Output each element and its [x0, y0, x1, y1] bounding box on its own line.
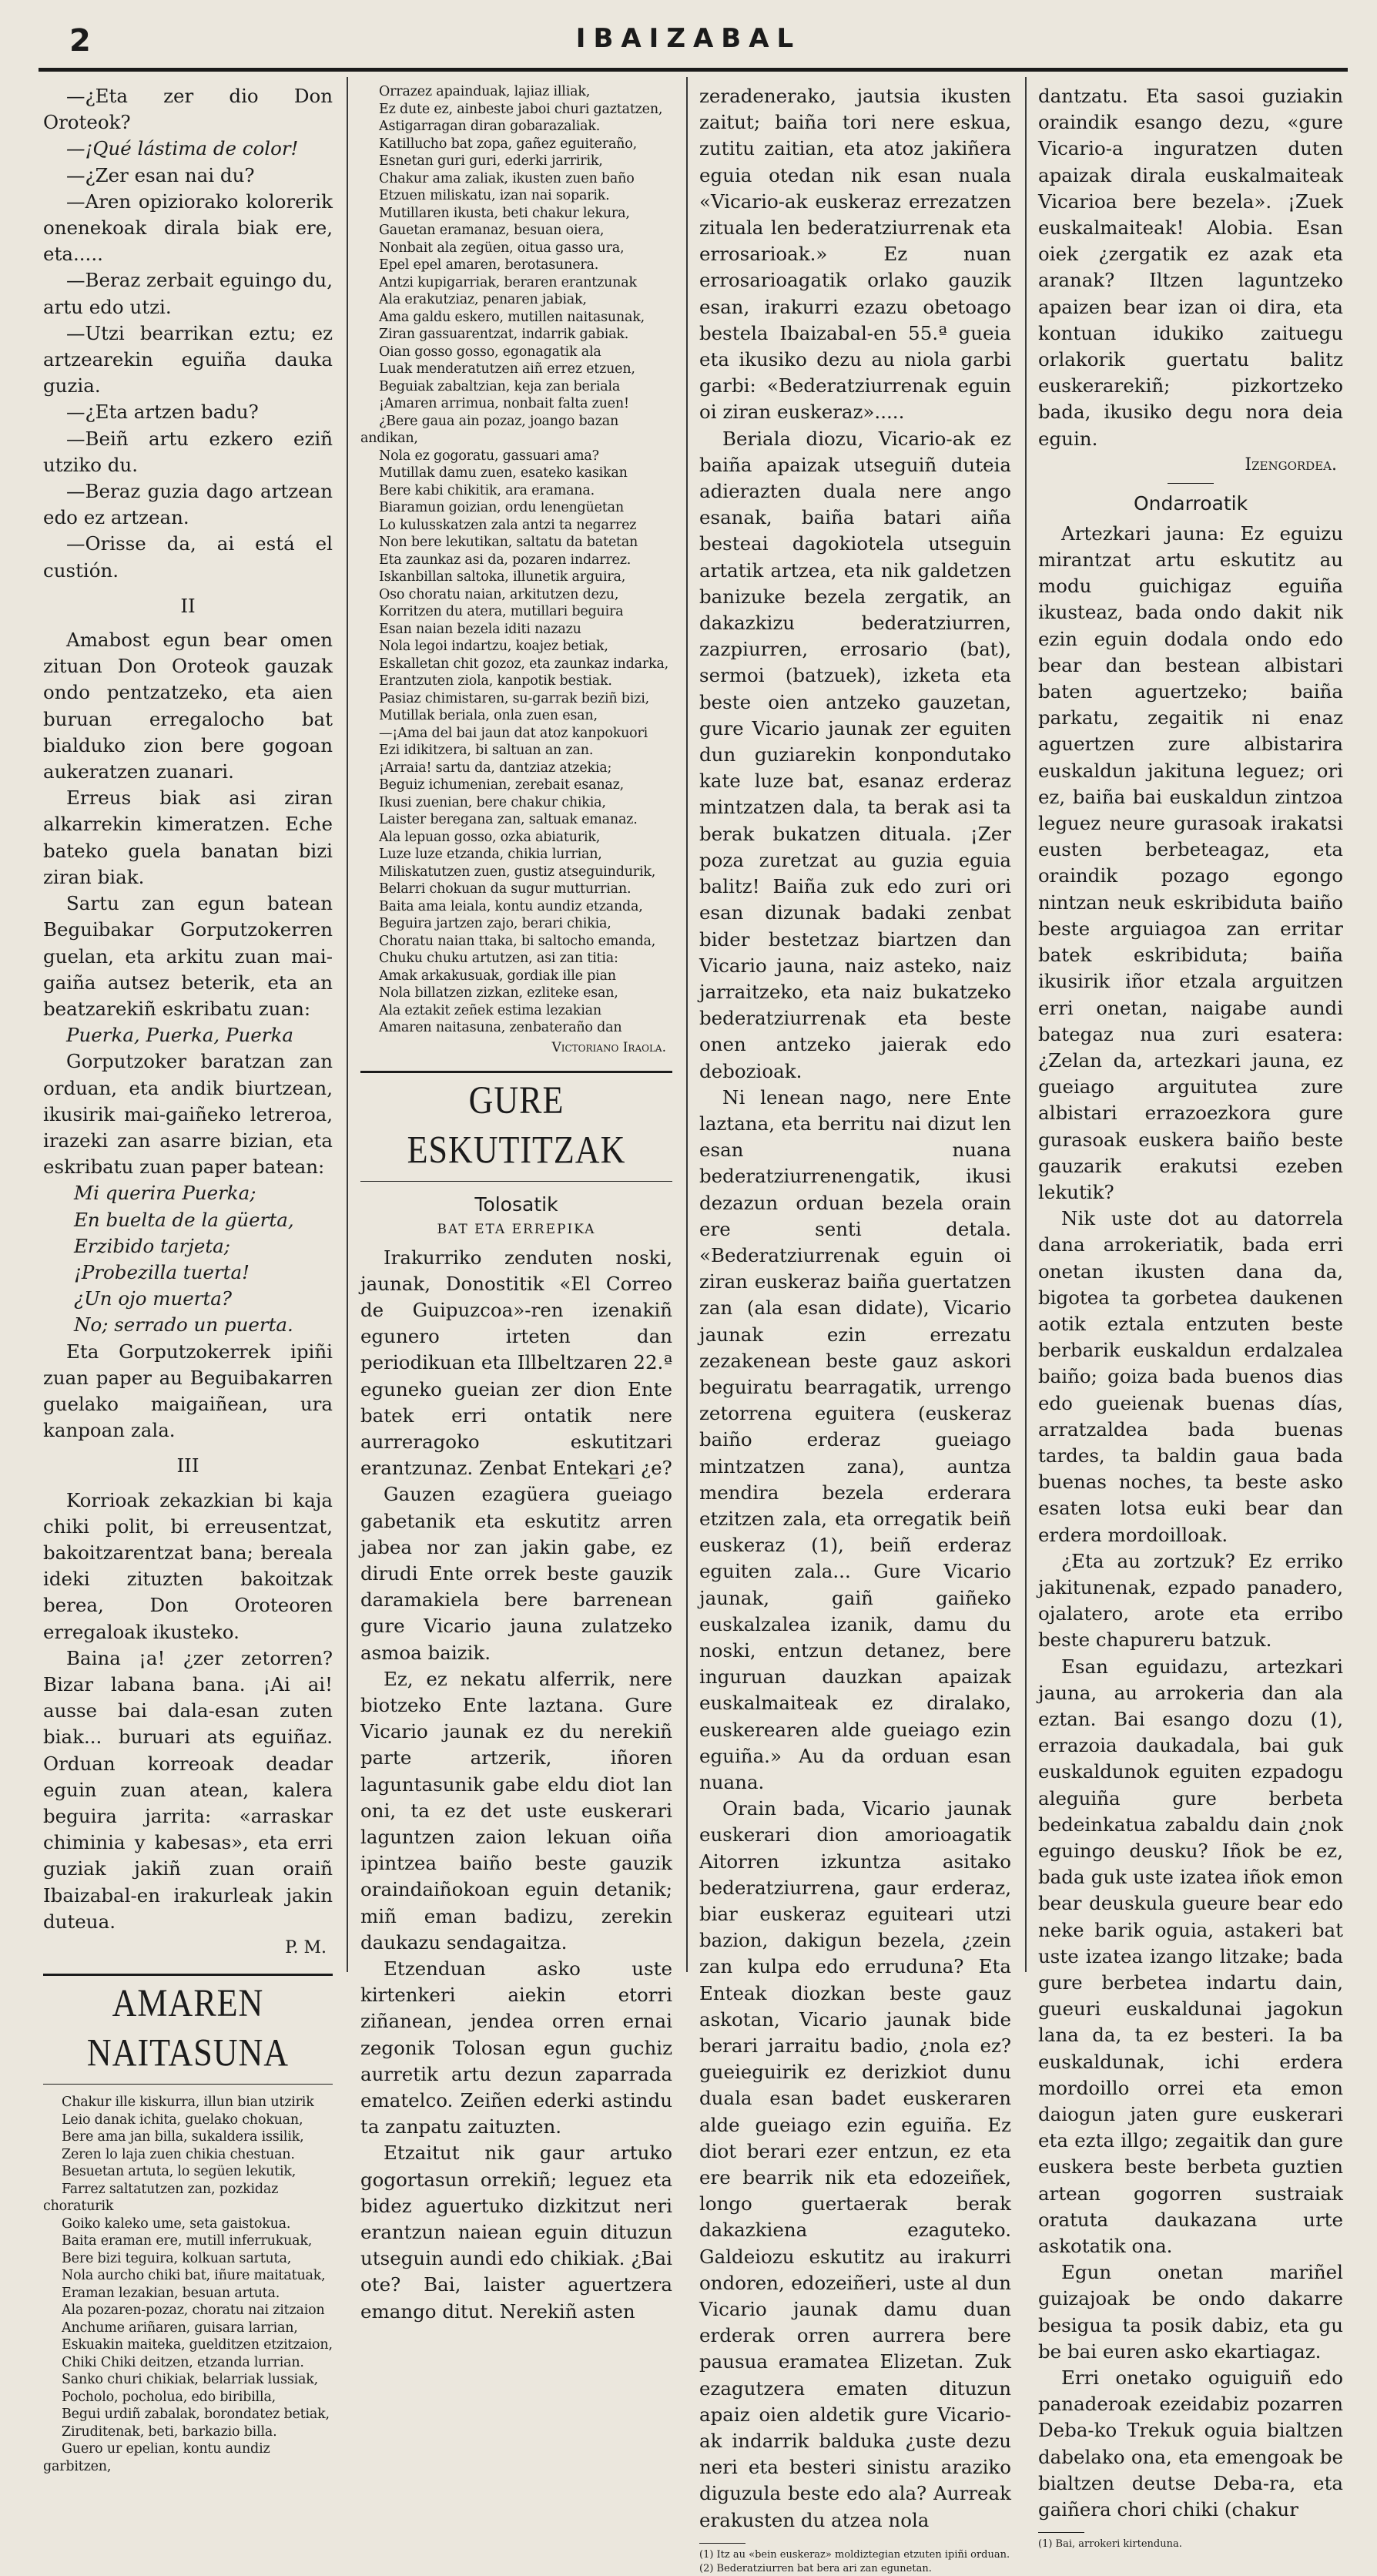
poem-line: Epel epel amaren, berotasunera. [379, 257, 599, 273]
poem-line: Beguiak zabaltzian, keja zan beriala [379, 378, 621, 394]
footnote: (1) Itz au «bein euskeraz» moldiztegian etzuten ipiñi orduan. [699, 2548, 1010, 2561]
poem-line: Non bere lekutikan, saltatu da batetan [379, 535, 638, 550]
verse-line: Erzibido tarjeta; [74, 1234, 231, 1257]
poem-line: Chuku chuku artutzen, asi zan titia: [379, 951, 618, 966]
paragraph: Erreus biak asi ziran alkarrekin kimeratzen. Eche bateko guela banatan bizi ziran biak. [43, 787, 333, 888]
poem-line: Chakur ama zaliak, ikusten zuen baño [379, 170, 635, 186]
poem-line: Esan naian bezela iditi nazazu [379, 621, 581, 637]
poem-line: Goiko kaleko ume, seta gaistokua. [62, 2215, 291, 2232]
paragraph: Nik uste dot au datorrela dana arrokeriatik, bada erri onetan ikusten dana da, bigotea ta gorbetea daukenen aotik eztala entzuten beste berbarik euskaldun erdalzalea baiño; goiza bada buenos dias edo gueienak buenas días, arratzaldea bada buenas tardes, ta baldin gaua bada buenas noches, ta beste asko esaten lotsa euki bear dan erdera mordoilloak. [1038, 1207, 1343, 1546]
column-divider [1025, 77, 1027, 1972]
poem-line: Ziruditenak, beti, barkazio billa. [62, 2423, 277, 2440]
section-rule [360, 1071, 672, 1073]
paragraph: Irakurriko zenduten noski, jaunak, Donostitik «El Correo de Guipuzcoa»-ren izenakiñ egunero irteten dan periodikuan eta Illbeltzaren 22.ª eguneko gueian zer dion Ente batek erri ontatik nere aurreragoko eskutitzari erantzunaz. Zenbat Enteka̲ri ¿e? [360, 1246, 672, 1480]
dialogue-line: —¿Eta artzen badu? [66, 401, 259, 424]
poem-line: Mutillak damu zuen, esateko kasikan [379, 465, 628, 481]
poem-line: Chakur ille kiskurra, illun bian utzirik [62, 2095, 314, 2111]
poem-line: Erantzuten ziola, kanpotik bestiak. [379, 673, 612, 689]
verse-line: ¡Probezilla tuerta! [74, 1260, 250, 1283]
poem-line: ¿Bere gaua ain pozaz, joango bazan andikan, [360, 413, 619, 446]
poem-line: Lo kulusskatzen zala antzi ta negarrez [379, 517, 637, 533]
poem-line: Leio danak ichita, guelako chokuan, [62, 2111, 303, 2128]
article-subsubheading: BAT ETA ERREPIKA [437, 1221, 596, 1237]
paragraph: Artezkari jauna: Ez eguizu mirantzat artu eskutitz au modu guichigaz eguiña ikusteaz, bada ondo dakit nik ezin eguin dodala ondo edo bear dan bestean albistari baten aguertzeko; baiña parkatu, zegaitik ni enaz aguertzen zure albistarira euskaldun jakituna leguez; ori ez, baiña bai euskaldun zintzoa leguez neure gurasoak irakatsi eusten berbeteagaz, eta oraindik pozago egongo nintzan neuk eskribiduta baiño beste arguiagoa zan erritar batek eskribiduta; baiña ikusirik iñor etzala arguitzen erri onetan, naigabe aundi bategaz nua zuri esatera: ¿Zelan da, artezkari jauna, ez gueiago arguitutea zure albistari errazoezkora gure gurasoak euskera baiño beste gauzarik erakutsi ezeben lekutik? [1038, 522, 1343, 1203]
poem-line: Nola billatzen zizkan, ezliteke esan, [379, 985, 618, 1001]
poem-line: Nola ez gogoratu, gassuari ama? [379, 448, 599, 464]
poem-line: Ezi idikitzera, bi saltuan an zan. [379, 743, 594, 758]
poem-line: Belarri chokuan da sugur mutturrian. [379, 881, 632, 897]
column-divider [686, 77, 688, 1972]
dialogue-line: —Utzi bearrikan eztu; ez artzearekin eguiña dauka guzia. [43, 321, 333, 397]
page-number: 2 [69, 23, 91, 59]
poem-line: Iskanbillan saltoka, illunetik arguira, [379, 569, 626, 585]
column-1 [43, 83, 333, 2474]
poem-line: Bere ama jan billa, sukaldera issilik, [62, 2129, 304, 2145]
poem-line: Biaramun goizian, ordu lenengüetan [379, 500, 624, 515]
poem-line: Eskuakin maiteka, guelditzen etzitzaion, [62, 2337, 333, 2353]
poem-line: Miliskatutzen zuen, gustiz atseguindurik, [379, 864, 656, 880]
paragraph: Gorputzoker baratzan zan orduan, eta andik biurtzean, ikusirik mai-gaiñeko letreroa, irazeki zan asarre bizian, eta eskribatu zuan paper batean: [43, 1050, 333, 1179]
footnote: (1) Bai, arrokeri kirtenduna. [1038, 2538, 1182, 2551]
poem-line: ¡Arraia! sartu da, dantziaz atzekia; [379, 760, 612, 776]
poem-line: Astigarragan diran gobarazaliak. [379, 119, 601, 134]
masthead-title: IBAIZABAL [575, 23, 802, 54]
paragraph: Erri onetako oguiguiñ edo panaderoak ezeidabiz pozarren Deba-ko Trekuk oguia bialtzen dabelako ona, eta emengoak be bialtzen deutse Deba-ra, eta gaiñera chori chiki (chakur [1038, 2366, 1343, 2521]
article-subheading: Tolosatik [474, 1192, 558, 1216]
poem-line: Eraman lezakian, besuan artuta. [62, 2285, 280, 2301]
footnote-rule [1038, 2532, 1084, 2533]
dialogue-line: —¿Zer esan nai du? [66, 163, 255, 186]
dialogue-line: —Beraz guzia dago artzean edo ez artzean. [43, 480, 333, 529]
paragraph: Korrioak zekazkian bi kaja chiki polit, bi erreusentzat, bakoitzarentzat bana; bereala ideki zituzten bakoitzak berea, Don Oroteoren erregaloak ikusteko. [43, 1488, 333, 1643]
poem-line: Baita ama leiala, kontu aundiz etzanda, [379, 898, 643, 914]
paragraph: Etzaitut nik gaur artuko gogortasun orrekiñ; leguez eta bidez aguertuko dizkitzut neri erantzun naiean eguin dituzun utseguin aundi edo chikiak. ¿Bai ote? Bai, laister aguertzera emango ditut. Nerekiñ asten [360, 2142, 672, 2323]
column-3 [699, 83, 1011, 2574]
section-number: II [180, 594, 196, 617]
poem-line: Eta zaunkaz asi da, pozaren indarrez. [379, 552, 632, 568]
poem-line: Farrez saltatutzen zan, pozkidaz choraturik [43, 2181, 279, 2215]
paragraph: Gauzen ezagüera gueiago gabetanik eta eskutitz arren jabea nor zan jakin gabe, ez dirudi Ente orrek beste gauzik daramakiela bere barrenean gure Vicario jauna zulatzeko asmoa baizik. [360, 1483, 672, 1664]
poem-line: Chiki Chiki deitzen, etzanda lurrian. [62, 2354, 304, 2370]
poem-line: Amak arkakusuak, gordiak ille pian [379, 968, 616, 984]
verse-line: No; serrado un puerta. [74, 1313, 293, 1337]
poem-line: Ala lepuan gosso, ozka abiaturik, [379, 829, 601, 845]
paragraph: zeradenerako, jautsia ikusten zaitut; baiña tori nere eskua, zutitu zaitian, eta atoz jakiñera eguia otedan nik esan nuala «Vicario-ak euskeraz errezatzen zituala len bederatziurrenak eta errosarioak.» Ez nuan errosarioagatik orlako gauzik esan, irakurri ezazu obetoago bestela Ibaizabal-en 55.ª gueia eta ikusiko dezu au niola garbi garbi: «Bederatziurrenak eguin oi ziran euskeraz»..... [699, 85, 1011, 424]
header-rule [39, 68, 1348, 72]
paragraph: Ni lenean nago, nere Ente laztana, eta berritu nai dizut len esan nuana bederatziurrenengatik, ikusi dezazun orduan bezela orain ere senti detala. «Bederatziurrenak eguin oi ziran euskeraz baiña guertatzen zan (ala esan didate), Vicario jaunak ezin errezatu zezakenean beste gauz askori beguiratu bearragatik, urrengo zetorrena eguitera (euskeraz baiño erderaz gueiago mintzatzen zana), auntza mendira bezela erderara etzitzen zala, eta orregatik beiñ euskeraz (1), beiñ erderaz eguiten zala... Gure Vicario jaunak, gaiñ gaiñeko euskalzalea izanik, damu du noski, entzun detanez, bere inguruan dauzkan apaizak euskalmaiteak ez diralako, euskerearen alde gueiago ezin eguiña.» Au da orduan esan nuana. [699, 1085, 1011, 1793]
dialogue-line: —Orisse da, ai está el custión. [43, 532, 333, 582]
paragraph: Egun onetan mariñel guizajoak be ondo dakarre besigua ta posik dabiz, eta gu be bai euren asko ekartiagaz. [1038, 2261, 1343, 2363]
poem-line: Nonbait ala zegüen, oitua gasso ura, [379, 240, 625, 256]
poem-line: Ez dute ez, ainbeste jaboi churi gaztatzen, [379, 101, 663, 117]
poem-line: Pasiaz chimistaren, su-garrak beziñ bizi, [379, 690, 649, 706]
verse-line: En buelta de la güerta, [74, 1208, 294, 1231]
poem-line: ¡Amaren arrimua, nonbait falta zuen! [379, 396, 629, 411]
poem-line: Orrazez apainduak, lajiaz illiak, [379, 84, 591, 99]
page-header [0, 0, 1377, 73]
poem-line: Sanko churi chikiak, belarriak lussiak, [62, 2372, 319, 2388]
paragraph: dantzatu. Eta sasoi guziakin oraindik esango dezu, «gure Vicario-a inguratzen duten apaizak dirala euskalmaiteak Vicarioa bere bezela». ¡Zuek euskalmaiteak! Alobia. Esan oiek ¿zergatik ez azak eta aranak? Iltzen laguntzeko apaizen bear izan oi dira, eta kontuan idukiko zaituegu orlakorik guertatu balitz euskerarekiñ; pizkortzeko bada, ikusiko degu nora deia eguin. [1038, 85, 1343, 450]
paragraph: Etzenduan asko uste kirtenkeri aiekin etorri ziñanean, jendea orren ernai zegonik Tolosan egun guchiz aurretik artu dezun zaparrada ematelco. Zeiñen ederki astindu ta zanpatu zaituzten. [360, 1957, 672, 2138]
poem-line: Eskalletan chit gozoz, eta zaunkaz indarka, [379, 656, 669, 672]
dialogue-line: —Beiñ artu ezkero eziñ utziko du. [43, 427, 333, 476]
article-heading: GURE ESKUTITZAK [407, 1078, 626, 1172]
poem-line: Etzuen miliskatu, izan nai soparik. [379, 188, 610, 203]
poem-line: Ama galdu eskero, mutillen naitasunak, [379, 309, 645, 325]
paragraph: Beriala diozu, Vicario-ak ez baiña apaizak utseguiñ duteia adierazten duala nere ango esanak, baiña batari aiña besteai dagokiotela utseguin artatik artzea, eta nik galdetzen banizuke bezela zergatik, an dakazkizu bederatziurren, zazpiurren, errosario (bat), sermoi (batzuek), izketa eta beste oien antzeko gauzetan, gure Vicario jaunak zer eguiten dun guziarekin konpondutako kate luze bat, esanaz erderaz mintzatzen dala, ta berak asi ta berak bukatzen dituala. ¡Zer poza zuretzat au guzia eguia balitz! Baiña zuk edo zuri ori esan dizunak badaki zenbat bider bestetzaz biartzen dan Vicario jauna, naiz asteko, naiz jarraitzeko, eta naiz bukatzeko bederatziurrenak eta beste onen antzeko jaierak edo debozioak. [699, 427, 1011, 1082]
poem-line: Choratu naian ttaka, bi saltocho emanda, [379, 933, 656, 949]
paragraph: Amabost egun bear omen zituan Don Oroteok gauzak ondo pentzatzeko, eta aien buruan erregalocho bat bialduko zion bere gogoan aukeratzen zuanari. [43, 629, 333, 783]
article-heading: AMAREN NAITASUNA [86, 1981, 290, 2075]
paragraph: Esan eguidazu, artezkari jauna, au arrokeria dan ala eztan. Bai esango dozu (1), errazoia daukadala, bai guk euskaldunok eguiten ezpadogu aleguiña gure berbeta bedeinkatua zabaldu dain ¿nok eguingo deusku? Iñok be ez, bada guk uste izatea iñok emon bear deuskula gueure bear edo neke barik oguia, astakeri bat uste izatea izango litzake; bada gure berbetea indartu dain, gueuri euskaldunai jagokun lana da, ta ez besteri. Ia ba euskaldunak, ichi erdera mordoillo orrei eta emon daiogun jaten gure euskerari eta ezta illgo; zegaitik dan gure euskera beste berbeta guztien artean gogorren sustraiak oratuta daukazana urte askotatik ona. [1038, 1655, 1343, 2258]
paragraph: Baina ¡a! ¿zer zetorren? Bizar labana bana. ¡Ai ai! ausse bai dala-esan zuten biak... buruari ats eguiñaz. Orduan korreoak deadar eguin zuan atean, kalera beguira jarrita: «arraskar chiminia y kabesas», eta erri guziak jakiñ zuan oraiñ Ibaizabal-en irakurleak jakin duteua. [43, 1646, 333, 1933]
poem-line: Nola legoi indartzu, koajez betiak, [379, 639, 608, 654]
dialogue-line: —¡Qué lástima de color! [66, 137, 299, 160]
section-rule [1168, 483, 1214, 484]
poem-line: Beguiz ichumenian, zerebait esanaz, [379, 777, 625, 793]
inscription: Puerka, Puerka, Puerka [66, 1024, 293, 1047]
poem-line: Anchume ariñaren, guisara larrian, [62, 2319, 298, 2336]
paragraph: Eta Gorputzokerrek ipiñi zuan paper au Beguibakarren guelako maigaiñean, ura kanpoan zala. [43, 1340, 333, 1442]
poem-line: Baita eraman ere, mutill inferrukuak, [62, 2233, 313, 2249]
paragraph: Ez, ez nekatu alferrik, nere biotzeko Ente laztana. Gure Vicario jaunak ez du nerekiñ parte artzerik, iñoren laguntasunik gabe eldu diot lan oni, ta ez det uste euskerari laguntzen zaion lekuan oiña ipintzea baiño beste gauzik oraindaiñokoan eguin detanik; miñ eman badizu, zerekin daukazu sendagaitza. [360, 1667, 672, 1954]
poem-line: Antzi kupigarriak, beraren erantzunak [379, 274, 637, 290]
paragraph: Orain bada, Vicario jaunak euskerari dion amorioagatik Aitorren izkuntza asitako bederatziurrena, gaur erderaz, biar euskeraz eguiteari utzi bazion, dakigun bezela, ¿zein zan kulpa edo erruduna? Eta Enteak diozkan beste gauz askotan, Vicario jaunak bide berari jarraitu badio, ¿nola ez? gueieguirik ez derizkiot dunu duala esan badet euskeraren alde gueiago ezin eguiña. Ez diot berari ezer entzun, ez eta ere bearrik nik eta edozeiñek, longo guertaerak berak dakazkiena ezaguteko. Galdeiozu eskutitz au irakurri ondoren, edozeiñeri, uste al dun Vicario jaunak damu duan erderak orren aurrera bere pausua eramatea Elizetan. Zuk ezagutzera ematen dituzun apaiz oien aldetik gure Vicario-ak indarrik balduka ¿uste dezu neri eta besteri sinistu araziko diguzula beste edo ala? Aurreak erakusten du atzea nola [699, 1797, 1011, 2531]
poem-line: Zeren lo laja zuen chikia chestuan. [62, 2146, 295, 2162]
poem-line: Laister beregana zan, saltuak emanaz. [379, 812, 638, 827]
column-4 [1038, 83, 1343, 2551]
signature: P. M. [285, 1938, 327, 1958]
dialogue-line: —Beraz zerbait eguingo du, artu edo utzi. [43, 269, 333, 318]
poem-line: Esnetan guri guri, ederki jarririk, [379, 153, 603, 169]
section-rule [43, 2084, 333, 2085]
poem-line: —¡Ama del bai jaun dat atoz kanpokuori [379, 725, 648, 741]
footnote-rule [699, 2543, 745, 2544]
article-subheading: Ondarroatik [1133, 491, 1248, 515]
signature: Izengordea. [1245, 454, 1337, 475]
poem-line: Mutillaren ikusta, beti chakur lekura, [379, 205, 630, 221]
section-rule [360, 1181, 672, 1182]
poem-line: Mutillak beriala, onla zuen esan, [379, 708, 598, 723]
column-divider [347, 77, 348, 1972]
poem-line: Ala erakutziaz, penaren jabiak, [379, 292, 587, 307]
section-number: III [176, 1454, 199, 1478]
column-2 [360, 83, 672, 2323]
poem-line: Besuetan artuta, lo següen lekutik, [62, 2164, 297, 2180]
poem-line: Bere bizi teguira, kolkuan sartuta, [62, 2250, 292, 2266]
poem-line: Pocholo, pocholua, edo biribilla, [62, 2389, 276, 2405]
poem-line: Oian gosso gosso, egonagatik ala [379, 344, 601, 360]
paragraph: ¿Eta au zortzuk? Ez erriko jakitunenak, ezpado panadero, ojalatero, arote eta erribo beste chapureru batzuk. [1038, 1549, 1343, 1652]
poem-line: Beguira jartzen zajo, berari chikia, [379, 916, 611, 931]
signature: Victoriano Iraola. [551, 1039, 666, 1055]
poem-line: Ziran gassuarentzat, indarrik gabiak. [379, 327, 629, 342]
poem-line: Gauetan eramanaz, besuan oiera, [379, 223, 605, 238]
poem-line: Ikusi zuenian, bere chakur chikia, [379, 794, 606, 810]
dialogue-line: —¿Eta zer dio Don Oroteok? [43, 85, 333, 134]
poem-line: Amaren naitasuna, zenbateraño dan [379, 1020, 622, 1035]
poem-line: Ala pozaren-pozaz, choratu nai zitzaion [62, 2303, 325, 2319]
verse-line: Mi querira Puerka; [74, 1182, 256, 1205]
poem-line: Luak menderatutzen aiñ errez etzuen, [379, 361, 635, 377]
poem-line: Guero ur epelian, kontu aundiz garbitzen, [43, 2441, 270, 2474]
poem-line: Begui urdiñ zabalak, borondatez betiak, [62, 2407, 330, 2423]
poem-line: Nola aurcho chiki bat, iñure maitatuak, [62, 2268, 326, 2284]
poem-line: Ala eztakit zeñek estima lezakian [379, 1002, 601, 1018]
paragraph: Sartu zan egun batean Beguibakar Gorputzokerren guelan, eta arkitu zuan mai-gaiña autsez beterik, eta an beatzarekiñ eskribatu zuan: [43, 892, 333, 1020]
section-rule [43, 1974, 333, 1976]
poem-line: Oso choratu naian, arkitutzen dezu, [379, 586, 619, 602]
poem-line: Luze luze etzanda, chikia lurrian, [379, 847, 602, 862]
dialogue-line: —Aren opiziorako kolorerik onenekoak dirala biak ere, eta..... [43, 190, 333, 266]
poem-line: Bere kabi chikitik, ara eramana. [379, 482, 595, 498]
poem-line: Katillucho bat zopa, gañez eguiteraño, [379, 136, 637, 152]
verse-line: ¿Un ojo muerta? [74, 1287, 233, 1310]
footnote: (2) Bederatziurren bat bera ari zan egunetan. [699, 2562, 932, 2574]
poem-line: Korritzen du atera, mutillari beguira [379, 604, 624, 619]
